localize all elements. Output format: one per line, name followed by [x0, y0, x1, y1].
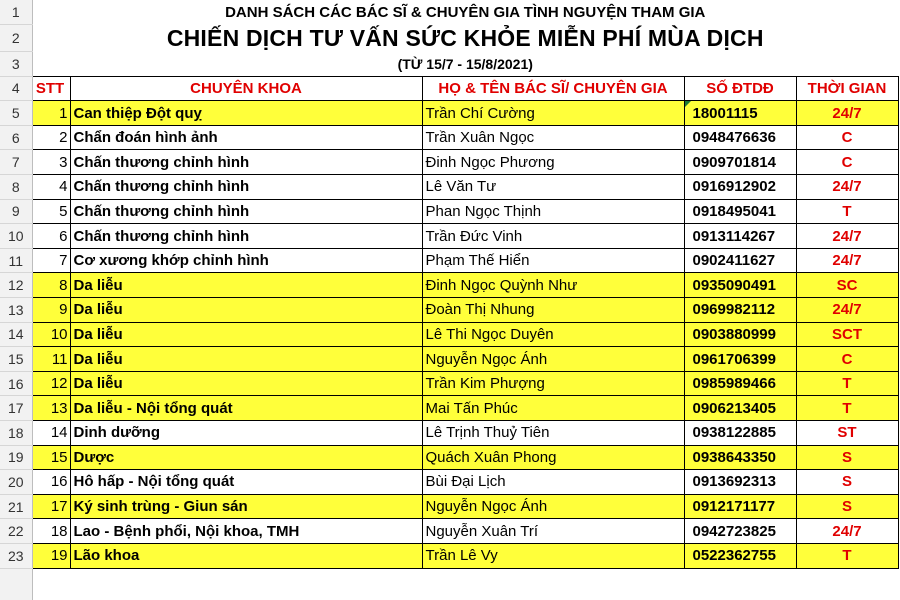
- row-number[interactable]: 10: [0, 224, 32, 249]
- row-number[interactable]: 21: [0, 494, 32, 519]
- cell-specialty[interactable]: Da liễu: [70, 273, 422, 298]
- cell-specialty[interactable]: Dược: [70, 445, 422, 470]
- row-number[interactable]: 8: [0, 175, 32, 200]
- cell-stt[interactable]: 2: [32, 125, 70, 150]
- cell-doctor-name[interactable]: Lê Văn Tư: [422, 175, 684, 200]
- table-row: [0, 175, 898, 200]
- cell-phone[interactable]: 0522362755: [684, 543, 796, 568]
- row-number[interactable]: 4: [0, 76, 32, 101]
- cell-stt[interactable]: 9: [32, 298, 70, 323]
- cell-stt[interactable]: 10: [32, 322, 70, 347]
- cell-phone[interactable]: 0938643350: [684, 445, 796, 470]
- title-row-1: [0, 0, 898, 25]
- title-line-1[interactable]: DANH SÁCH CÁC BÁC SĨ & CHUYÊN GIA TÌNH NGUYỆN THAM GIA: [225, 3, 706, 21]
- cell-doctor-name[interactable]: Mai Tấn Phúc: [422, 396, 684, 421]
- row-number[interactable]: 18: [0, 421, 32, 446]
- title-row-2: [0, 25, 898, 52]
- cell-time[interactable]: T: [796, 199, 898, 224]
- cell-specialty[interactable]: Ký sinh trùng - Giun sán: [70, 494, 422, 519]
- cell-time[interactable]: SC: [796, 273, 898, 298]
- cell-time[interactable]: SCT: [796, 322, 898, 347]
- cell-doctor-name[interactable]: Trần Chí Cường: [422, 101, 684, 126]
- header-row: [0, 76, 898, 101]
- cell-specialty[interactable]: Chẩn đoán hình ảnh: [70, 125, 422, 150]
- cell-time[interactable]: 24/7: [796, 298, 898, 323]
- cell-specialty[interactable]: Chấn thương chỉnh hình: [70, 150, 422, 175]
- cell-specialty[interactable]: Da liễu: [70, 298, 422, 323]
- cell-specialty[interactable]: Chấn thương chỉnh hình: [70, 199, 422, 224]
- cell-phone[interactable]: 0909701814: [684, 150, 796, 175]
- cell-stt[interactable]: 19: [32, 543, 70, 568]
- cell-doctor-name[interactable]: Phạm Thế Hiển: [422, 248, 684, 273]
- row-number[interactable]: 17: [0, 396, 32, 421]
- header-name[interactable]: HỌ & TÊN BÁC SĨ/ CHUYÊN GIA: [422, 76, 684, 101]
- cell-phone[interactable]: 0902411627: [684, 248, 796, 273]
- cell-phone[interactable]: 0961706399: [684, 347, 796, 372]
- table-row: [0, 421, 898, 446]
- cell-doctor-name[interactable]: Trần Đức Vinh: [422, 224, 684, 249]
- cell-doctor-name[interactable]: Đoàn Thị Nhung: [422, 298, 684, 323]
- cell-phone[interactable]: 0912171177: [684, 494, 796, 519]
- cell-specialty[interactable]: Lão khoa: [70, 543, 422, 568]
- row-number[interactable]: 7: [0, 150, 32, 175]
- cell-time[interactable]: C: [796, 150, 898, 175]
- row-number[interactable]: 22: [0, 519, 32, 544]
- cell-specialty[interactable]: Dinh dưỡng: [70, 421, 422, 446]
- cell-phone[interactable]: 0935090491: [684, 273, 796, 298]
- cell-doctor-name[interactable]: Nguyễn Xuân Trí: [422, 519, 684, 544]
- table-row: [0, 543, 898, 568]
- cell-stt[interactable]: 5: [32, 199, 70, 224]
- cell-specialty[interactable]: Da liễu: [70, 347, 422, 372]
- cell-time[interactable]: T: [796, 396, 898, 421]
- table-row: [0, 445, 898, 470]
- cell-doctor-name[interactable]: Lê Thi Ngọc Duyên: [422, 322, 684, 347]
- cell-time[interactable]: 24/7: [796, 519, 898, 544]
- table-row: [0, 248, 898, 273]
- table-row: [0, 347, 898, 372]
- cell-doctor-name[interactable]: Phan Ngọc Thịnh: [422, 199, 684, 224]
- cell-time[interactable]: S: [796, 494, 898, 519]
- table-row: [0, 199, 898, 224]
- cell-phone[interactable]: 0913114267: [684, 224, 796, 249]
- cell-stt[interactable]: 14: [32, 421, 70, 446]
- table-row: [0, 273, 898, 298]
- cell-phone[interactable]: 0942723825: [684, 519, 796, 544]
- cell-time[interactable]: C: [796, 347, 898, 372]
- cell-phone[interactable]: 0969982112: [684, 298, 796, 323]
- cell-stt[interactable]: 17: [32, 494, 70, 519]
- cell-time[interactable]: C: [796, 125, 898, 150]
- row-number[interactable]: 16: [0, 371, 32, 396]
- cell-stt[interactable]: 6: [32, 224, 70, 249]
- cell-time[interactable]: 24/7: [796, 248, 898, 273]
- table-row: [0, 125, 898, 150]
- cell-doctor-name[interactable]: Trần Kim Phượng: [422, 371, 684, 396]
- cell-phone[interactable]: 0903880999: [684, 322, 796, 347]
- cell-doctor-name[interactable]: Đinh Ngọc Phương: [422, 150, 684, 175]
- cell-stt[interactable]: 13: [32, 396, 70, 421]
- row-number[interactable]: 2: [0, 25, 32, 52]
- cell-stt[interactable]: 1: [32, 101, 70, 126]
- cell-phone[interactable]: 0948476636: [684, 125, 796, 150]
- row-number[interactable]: 6: [0, 125, 32, 150]
- row-number[interactable]: 3: [0, 52, 32, 77]
- title-line-3[interactable]: (TỪ 15/7 - 15/8/2021): [397, 55, 533, 72]
- cell-stt[interactable]: 16: [32, 470, 70, 495]
- cell-stt[interactable]: 15: [32, 445, 70, 470]
- cell-phone[interactable]: 18001115: [684, 101, 796, 126]
- cell-stt[interactable]: 8: [32, 273, 70, 298]
- cell-specialty[interactable]: Da liễu - Nội tổng quát: [70, 396, 422, 421]
- table-row: [0, 322, 898, 347]
- cell-stt[interactable]: 7: [32, 248, 70, 273]
- cell-specialty[interactable]: Hô hấp - Nội tổng quát: [70, 470, 422, 495]
- header-phone[interactable]: SỐ ĐTDĐ: [684, 76, 796, 101]
- row-number[interactable]: 11: [0, 248, 32, 273]
- cell-time[interactable]: ST: [796, 421, 898, 446]
- cell-specialty[interactable]: Can thiệp Đột quỵ: [70, 101, 422, 126]
- cell-time[interactable]: T: [796, 371, 898, 396]
- cell-doctor-name[interactable]: Nguyễn Ngọc Ánh: [422, 494, 684, 519]
- table-row: [0, 150, 898, 175]
- cell-stt[interactable]: 11: [32, 347, 70, 372]
- row-number[interactable]: 15: [0, 347, 32, 372]
- title-line-2[interactable]: CHIẾN DỊCH TƯ VẤN SỨC KHỎE MIỄN PHÍ MÙA DỊCH: [166, 24, 764, 51]
- cell-specialty[interactable]: Cơ xương khớp chỉnh hình: [70, 248, 422, 273]
- row-number[interactable]: 9: [0, 199, 32, 224]
- cell-doctor-name[interactable]: Quách Xuân Phong: [422, 445, 684, 470]
- row-number[interactable]: 19: [0, 445, 32, 470]
- cell-phone[interactable]: 0913692313: [684, 470, 796, 495]
- row-number[interactable]: 12: [0, 273, 32, 298]
- row-number[interactable]: 23: [0, 543, 32, 568]
- header-specialty[interactable]: CHUYÊN KHOA: [70, 76, 422, 101]
- cell-time[interactable]: T: [796, 543, 898, 568]
- cell-stt[interactable]: 4: [32, 175, 70, 200]
- table-row: [0, 224, 898, 249]
- row-number[interactable]: 14: [0, 322, 32, 347]
- cell-time[interactable]: S: [796, 445, 898, 470]
- row-number[interactable]: 20: [0, 470, 32, 495]
- cell-stt[interactable]: 12: [32, 371, 70, 396]
- cell-time[interactable]: 24/7: [796, 224, 898, 249]
- cell-time[interactable]: S: [796, 470, 898, 495]
- table-row: [0, 396, 898, 421]
- cell-doctor-name[interactable]: Nguyễn Ngọc Ánh: [422, 347, 684, 372]
- header-time[interactable]: THỜI GIAN: [796, 76, 898, 101]
- cell-doctor-name[interactable]: Lê Trịnh Thuỷ Tiên: [422, 421, 684, 446]
- row-number[interactable]: 13: [0, 298, 32, 323]
- cell-specialty[interactable]: Da liễu: [70, 371, 422, 396]
- cell-specialty[interactable]: Da liễu: [70, 322, 422, 347]
- table-row: [0, 494, 898, 519]
- table-row: [0, 371, 898, 396]
- table-row: [0, 101, 898, 126]
- cell-doctor-name[interactable]: Đinh Ngọc Quỳnh Như: [422, 273, 684, 298]
- cell-phone[interactable]: 0906213405: [684, 396, 796, 421]
- table-row: [0, 470, 898, 495]
- cell-specialty[interactable]: Chấn thương chỉnh hình: [70, 175, 422, 200]
- cell-phone[interactable]: 0985989466: [684, 371, 796, 396]
- cell-stt[interactable]: 18: [32, 519, 70, 544]
- cell-time[interactable]: 24/7: [796, 101, 898, 126]
- title-row-3: [0, 52, 898, 77]
- cell-phone[interactable]: 0918495041: [684, 199, 796, 224]
- cell-phone[interactable]: 0916912902: [684, 175, 796, 200]
- cell-doctor-name[interactable]: Bùi Đại Lịch: [422, 470, 684, 495]
- cell-time[interactable]: 24/7: [796, 175, 898, 200]
- cell-specialty[interactable]: Lao - Bệnh phổi, Nội khoa, TMH: [70, 519, 422, 544]
- table-row: [0, 519, 898, 544]
- table-row: [0, 298, 898, 323]
- row-number[interactable]: 1: [0, 0, 32, 25]
- cell-phone[interactable]: 0938122885: [684, 421, 796, 446]
- header-stt[interactable]: STT: [32, 76, 70, 101]
- cell-specialty[interactable]: Chấn thương chỉnh hình: [70, 224, 422, 249]
- row-number[interactable]: 5: [0, 101, 32, 126]
- cell-stt[interactable]: 3: [32, 150, 70, 175]
- cell-doctor-name[interactable]: Trần Xuân Ngọc: [422, 125, 684, 150]
- cell-doctor-name[interactable]: Trần Lê Vy: [422, 543, 684, 568]
